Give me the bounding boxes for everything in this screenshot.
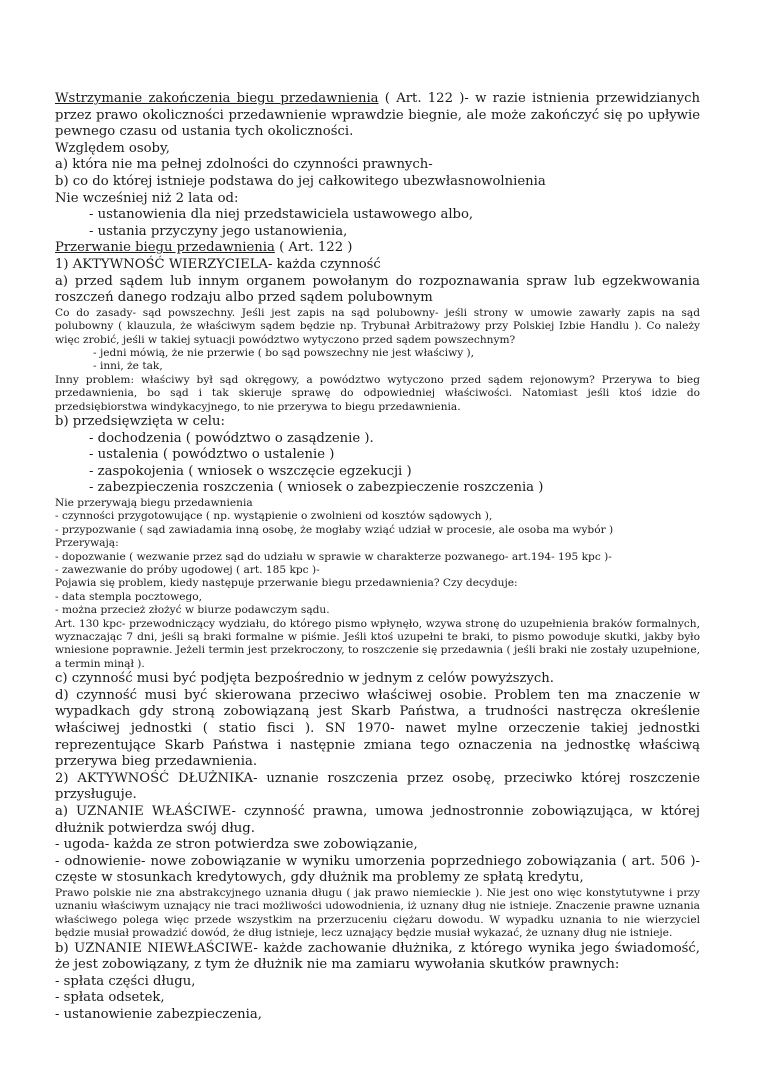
line-nie-wczesniej: Nie wcześniej niż 2 lata od:	[55, 190, 239, 206]
paragraph-wierz-a: a) przed sądem lub innym organem powołanym do rozpoznawania spraw lub egzekwowania roszczeń danego rodzaju albo przed sądem polubownym	[55, 273, 700, 306]
paragraph-sad-powszechny: Co do zasady- sąd powszechny. Jeśli jest zapis na sąd polubowny- jeśli strony w umowie zawarły zapis na sąd polubowny ( klauzula, że właściwym sądem będzie np. Trybunał Arbitrażowy przy Polskiej Izbie Handlu ). Co należy więc zrobić, jeśli w takiej sytuacji powództwo wytyczono przed sądem powszechnym?	[55, 306, 700, 346]
paragraph-prawo-polskie: Prawo polskie nie zna abstrakcyjnego uznania długu ( jak prawo niemieckie ). Nie jest ono więc konstytutywne i przy uznaniu właściwym uznający nie traci możliwości udowodnienia, iż uznany dług nie istnieje. Znaczenie prawne uznania właściwego polega więc przede wszystkim na przerzuceniu ciężaru dowodu. W wypadku uznania to nie wierzyciel będzie musiał prowadzić dowód, że dług istnieje, lecz uznający będzie musiał wykazać, że uznany dług nie istnieje.	[55, 886, 700, 940]
line-pojawia-sie: Pojawia się problem, kiedy następuje przerwanie biegu przedawnienia? Czy decyduje:	[55, 577, 518, 590]
line-aktywnosc-wierzyciela: 1) AKTYWNOŚĆ WIERZYCIELA- każda czynność	[55, 256, 381, 272]
paragraph-uznanie-wlasciwe: a) UZNANIE WŁAŚCIWE- czynność prawna, umowa jednostronnie zobowiązująca, w której dłużnik potwierdza swój dług.	[55, 803, 700, 836]
list-item-niewlasciwe: - spłata części długu,	[55, 973, 196, 989]
list-item-cel: - dochodzenia ( powództwo o zasądzenie ).	[89, 430, 374, 446]
paragraph-inny-problem: Inny problem: właściwy był sąd okręgowy, a powództwo wytyczono przed sądem rejonowym? Przerywa to bieg przedawnienia, bo sąd i tak skieruje sprawę do odpowiedniej właściwości. Natomiast jeśli ktoś idzie do przedsiębiorstwa windykacyjnego, to nie przerywa to biegu przedawnienia.	[55, 373, 700, 413]
line-item-b: b) co do której istnieje podstawa do jej całkowitego ubezwłasnowolnienia	[55, 173, 546, 189]
heading-przerwanie-title: Przerwanie biegu przedawnienia	[55, 240, 275, 256]
list-item-cel: - ustalenia ( powództwo o ustalenie )	[89, 447, 335, 463]
list-item-pojawia: - data stempla pocztowego,	[55, 590, 203, 603]
line-ugoda: - ugoda- każda ze stron potwierdza swe zobowiązanie,	[55, 837, 418, 853]
paragraph-odnowienie: - odnowienie- nowe zobowiązanie w wyniku umorzenia poprzedniego zobowiązania ( art. 506 )- częste w stosunkach kredytowych, gdy dłużnik ma problemy ze spłatą kredytu,	[55, 853, 700, 886]
line-inni: - inni, że tak,	[93, 360, 163, 373]
line-item-a: a) która nie ma pełnej zdolności do czynności prawnych-	[55, 157, 433, 173]
list-item-przerywaja: - dopozwanie ( wezwanie przez sąd do udziału w sprawie w charakterze pozwanego- art.194- 195 kpc )-	[55, 550, 612, 563]
document-body	[55, 91, 700, 1024]
text-wstrzymanie: ( Art. 122 )- w razie istnienia przewidzianych przez prawo okoliczności przedawnienie wprawdzie biegnie, ale może zakończyć się po upływie pewnego czasu od ustania tych okoliczności.	[55, 91, 700, 140]
line-wierz-b: b) przedsięwzięta w celu:	[55, 413, 225, 429]
line-jedni: - jedni mówią, że nie przerwie ( bo sąd powszechny nie jest właściwy ),	[93, 346, 475, 359]
list-item-cel: - zabezpieczenia roszczenia ( wniosek o zabezpieczenie roszczenia )	[89, 480, 544, 496]
line-przerywaja: Przerywają:	[55, 537, 119, 550]
line-wierz-c: c) czynność musi być podjęta bezpośrednio w jednym z celów powyższych.	[55, 671, 554, 687]
heading-przerwanie-rest: ( Art. 122 )	[274, 240, 353, 256]
line-wzgledem: Względem osoby,	[55, 140, 170, 156]
paragraph-uznanie-niewlasciwe: b) UZNANIE NIEWŁAŚCIWE- każde zachowanie dłużnika, z którego wynika jego świadomość, że jest zobowiązany, z tym że dłużnik nie ma zamiaru wywołania skutków prawnych:	[55, 940, 700, 973]
line-ustanie: - ustania przyczyny jego ustanowienia,	[89, 223, 348, 239]
heading-przerwanie	[55, 240, 700, 257]
list-item-nie-przerywaja: - czynności przygotowujące ( np. wystąpienie o zwolnieni od kosztów sądowych ),	[55, 510, 493, 523]
paragraph-aktywnosc-dluznika: 2) AKTYWNOŚĆ DŁUŻNIKA- uznanie roszczenia przez osobę, przeciwko której roszczenie przysługuje.	[55, 770, 700, 803]
paragraph-art130: Art. 130 kpc- przewodniczący wydziału, do którego pismo wpłynęło, wzywa stronę do uzupełnienia braków formalnych, wyznaczając 7 dni, jeśli są braki formalne w piśmie. Jeśli ktoś uzupełni te braki, to pismo powoduje skutki, jakby było wniesione poprawnie. Jeżeli termin jest przekroczony, to roszczenie się przedawnia ( jeśli braki nie zostały uzupełnione, a termin minął ).	[55, 617, 700, 670]
list-item-pojawia: - można przecież złożyć w biurze podawczym sądu.	[55, 604, 330, 617]
line-nie-przerywaja: Nie przerywają biegu przedawnienia	[55, 496, 253, 509]
list-item-nie-przerywaja: - przypozwanie ( sąd zawiadamia inną osobę, że mogłaby wziąć udział w procesie, ale osoba ma wybór )	[55, 523, 614, 536]
line-ustanowienie: - ustanowienia dla niej przedstawiciela ustawowego albo,	[89, 207, 474, 223]
list-item-niewlasciwe: - spłata odsetek,	[55, 990, 165, 1006]
list-item-niewlasciwe: - ustanowienie zabezpieczenia,	[55, 1006, 262, 1022]
heading-wstrzymanie: Wstrzymanie zakończenia biegu przedawnienia	[55, 91, 379, 106]
paragraph-wstrzymanie	[55, 91, 700, 141]
paragraph-wierz-d: d) czynność musi być skierowana przeciwo właściwej osobie. Problem ten ma znaczenie w wypadkach gdy stroną zobowiązaną jest Skarb Państwa, a trudności nastręcza określenie właściwej jednostki ( statio fisci ). SN 1970- nawet mylne orzeczenie takiej jednostki reprezentujące Skarb Państwa i następnie zmiana tego oznaczenia na jednostkę właściwą przerywa bieg przedawnienia.	[55, 687, 700, 770]
list-item-cel: - zaspokojenia ( wniosek o wszczęcie egzekucji )	[89, 463, 412, 479]
list-item-przerywaja: - zawezwanie do próby ugodowej ( art. 185 kpc )-	[55, 563, 320, 576]
